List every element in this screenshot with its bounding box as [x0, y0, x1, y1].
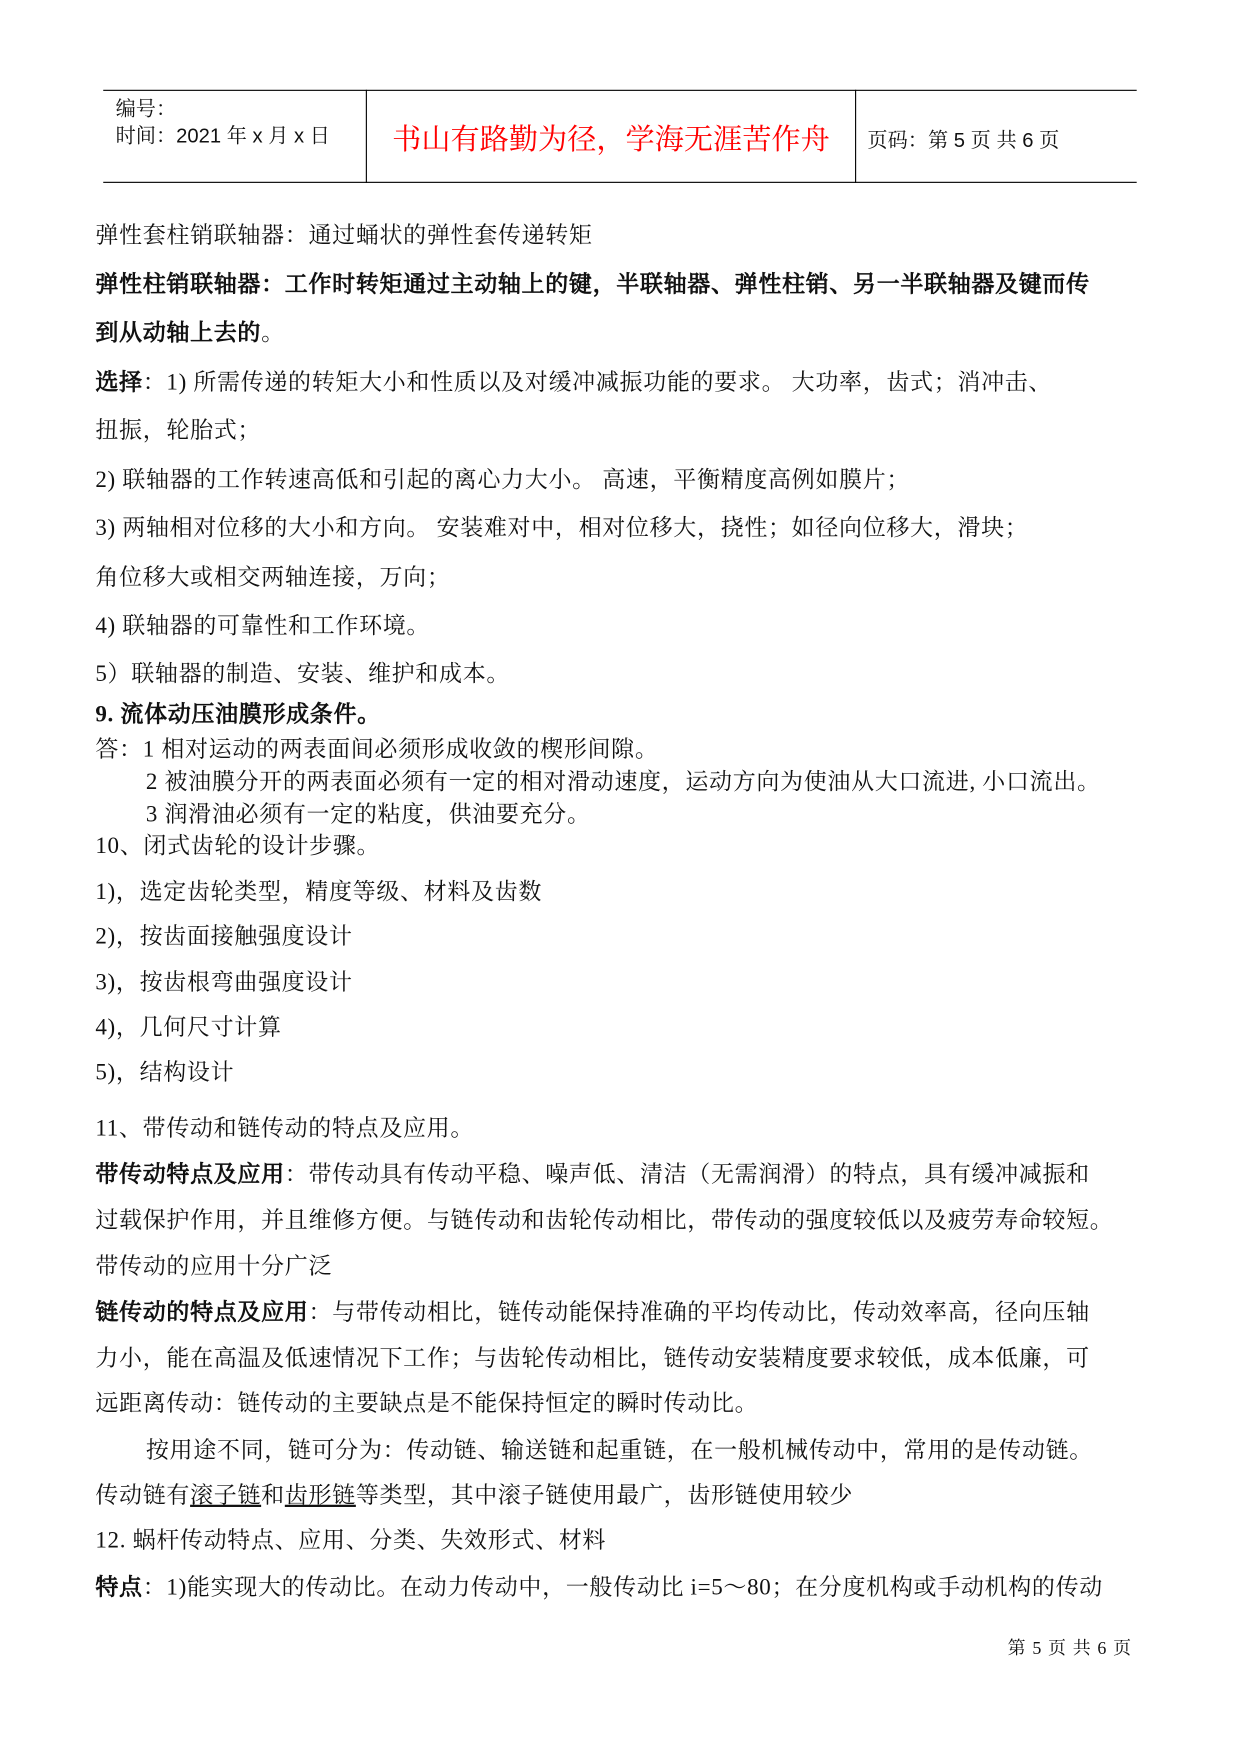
text-line: [95, 1159, 1089, 1190]
text-segment: 2)，按齿面接触强度设计: [95, 924, 353, 950]
text-segment: ：带传动具有传动平稳、噪声低、清洁（无需润滑）的特点，具有缓冲减振和: [284, 1162, 1090, 1188]
document-number-label: 编号：: [115, 97, 177, 121]
text-segment: 答：1 相对运动的两表面间必须形成收敛的楔形间隙。: [95, 737, 659, 762]
text-line: [95, 876, 542, 907]
text-line: [95, 1057, 234, 1088]
header-page-label: 页码：第 5 页 共 6 页: [867, 129, 1060, 152]
underlined-term: 滚子链: [190, 1483, 262, 1509]
bold-text: 带传动特点及应用: [95, 1162, 285, 1188]
document-date-label: 时间：2021 年 x 月 x 日: [115, 124, 330, 147]
text-segment: 4)，几何尺寸计算: [95, 1015, 282, 1041]
text-segment: 等类型，其中滚子链使用最广，齿形链使用较少: [355, 1483, 854, 1509]
text-segment: 扭振，轮胎式；: [95, 418, 262, 444]
header-motto: 书山有路勤为径，学海无涯苦作舟: [392, 122, 830, 156]
text-segment: 5)，结构设计: [95, 1060, 235, 1086]
page-footer: 第 5 页 共 6 页: [1007, 1639, 1133, 1659]
underlined-term: 齿形链: [284, 1483, 356, 1509]
text-line: [95, 610, 430, 641]
text-segment: 。: [261, 320, 285, 346]
text-segment: 角位移大或相交两轴连接，万向；: [95, 565, 451, 591]
bold-text: 弹性柱销联轴器：工作时转矩通过主动轴上的键，半联轴器、弹性柱销、另一半联轴器及键而传: [95, 272, 1090, 298]
text-segment: 过载保护作用，并且维修方便。与链传动和齿轮传动相比，带传动的强度较低以及疲劳寿命较短。: [95, 1208, 1114, 1234]
bold-text: 特点: [95, 1575, 143, 1601]
text-line: [95, 513, 1028, 544]
text-line: [95, 1012, 281, 1043]
text-segment: 3) 两轴相对位移的大小和方向。 安装难对中，相对位移大，挠性；如径向位移大，滑块；: [95, 516, 1029, 541]
text-line: [95, 1113, 474, 1144]
text-segment: 4) 联轴器的可靠性和工作环境。: [95, 613, 431, 639]
text-segment: ：1)能实现大的传动比。在动力传动中，一般传动比 i=5～80；在分度机构或手动机构的传动: [142, 1575, 1103, 1601]
text-line: [95, 967, 352, 998]
text-segment: 11、带传动和链传动的特点及应用。: [95, 1116, 475, 1142]
text-segment: 按用途不同，链可分为：传动链、输送链和起重链，在一般机械传动中，常用的是传动链。: [145, 1438, 1093, 1464]
text-segment: 1)，选定齿轮类型，精度等级、材料及齿数: [95, 879, 543, 905]
text-line: [95, 1572, 1103, 1603]
text-segment: 12. 蜗杆传动特点、应用、分类、失效形式、材料: [95, 1528, 607, 1553]
text-segment: 和: [261, 1483, 285, 1509]
text-line: [95, 921, 352, 952]
text-line: [146, 1435, 1093, 1466]
text-segment: 5）联轴器的制造、安装、维护和成本。: [95, 662, 511, 687]
bold-text: 9. 流体动压油膜形成条件。: [95, 702, 381, 728]
text-line: [95, 1388, 758, 1419]
text-segment: 传动链有: [95, 1483, 191, 1509]
text-segment: 2) 联轴器的工作转速高低和引起的离心力大小。 高速，平衡精度高例如膜片；: [95, 467, 911, 493]
text-segment: 远距离传动：链传动的主要缺点是不能保持恒定的瞬时传动比。: [95, 1391, 759, 1417]
text-line: [95, 1205, 1113, 1236]
text-line: [146, 799, 591, 830]
text-line: [95, 465, 910, 496]
text-line: [95, 318, 284, 349]
text-line: [95, 220, 592, 251]
text-segment: 2 被油膜分开的两表面必须有一定的相对滑动速度，运动方向为使油从大口流进, 小口流出。: [145, 769, 1101, 795]
text-line: [95, 562, 450, 593]
bold-text: 链传动的特点及应用: [95, 1300, 309, 1326]
text-segment: 带传动的应用十分广泛: [95, 1254, 333, 1280]
text-segment: 10、闭式齿轮的设计步骤。: [95, 833, 381, 859]
text-line: [95, 1343, 1089, 1374]
text-line: [95, 659, 510, 690]
text-line: [95, 1525, 606, 1556]
text-line: [95, 1480, 853, 1511]
text-segment: 3)，按齿根弯曲强度设计: [95, 970, 353, 996]
text-segment: ：与带传动相比，链传动能保持准确的平均传动比，传动效率高，径向压轴: [308, 1300, 1090, 1326]
text-line: [95, 415, 261, 446]
text-segment: 3 润滑油必须有一定的粘度，供油要充分。: [145, 802, 591, 827]
text-line: [95, 1251, 332, 1282]
text-segment: ：1) 所需传递的转矩大小和性质以及对缓冲减振功能的要求。 大功率，齿式；消冲击、: [142, 370, 1053, 395]
text-line: [95, 830, 380, 861]
text-line: [95, 1297, 1089, 1328]
text-line: [95, 367, 1052, 398]
header-bottom-rule: [103, 182, 1136, 183]
text-line: [95, 269, 1089, 300]
header-top-rule: [103, 90, 1136, 91]
text-line: [95, 699, 380, 730]
text-segment: 弹性套柱销联轴器：通过蛹状的弹性套传递转矩: [95, 223, 593, 248]
text-segment: 力小，能在高温及低速情况下工作；与齿轮传动相比，链传动安装精度要求较低，成本低廉，可: [95, 1346, 1090, 1372]
text-line: [95, 734, 658, 765]
header-divider: [855, 90, 856, 183]
bold-text: 选择: [95, 370, 143, 395]
text-line: [146, 766, 1101, 797]
bold-text: 到从动轴上去的: [95, 320, 262, 346]
